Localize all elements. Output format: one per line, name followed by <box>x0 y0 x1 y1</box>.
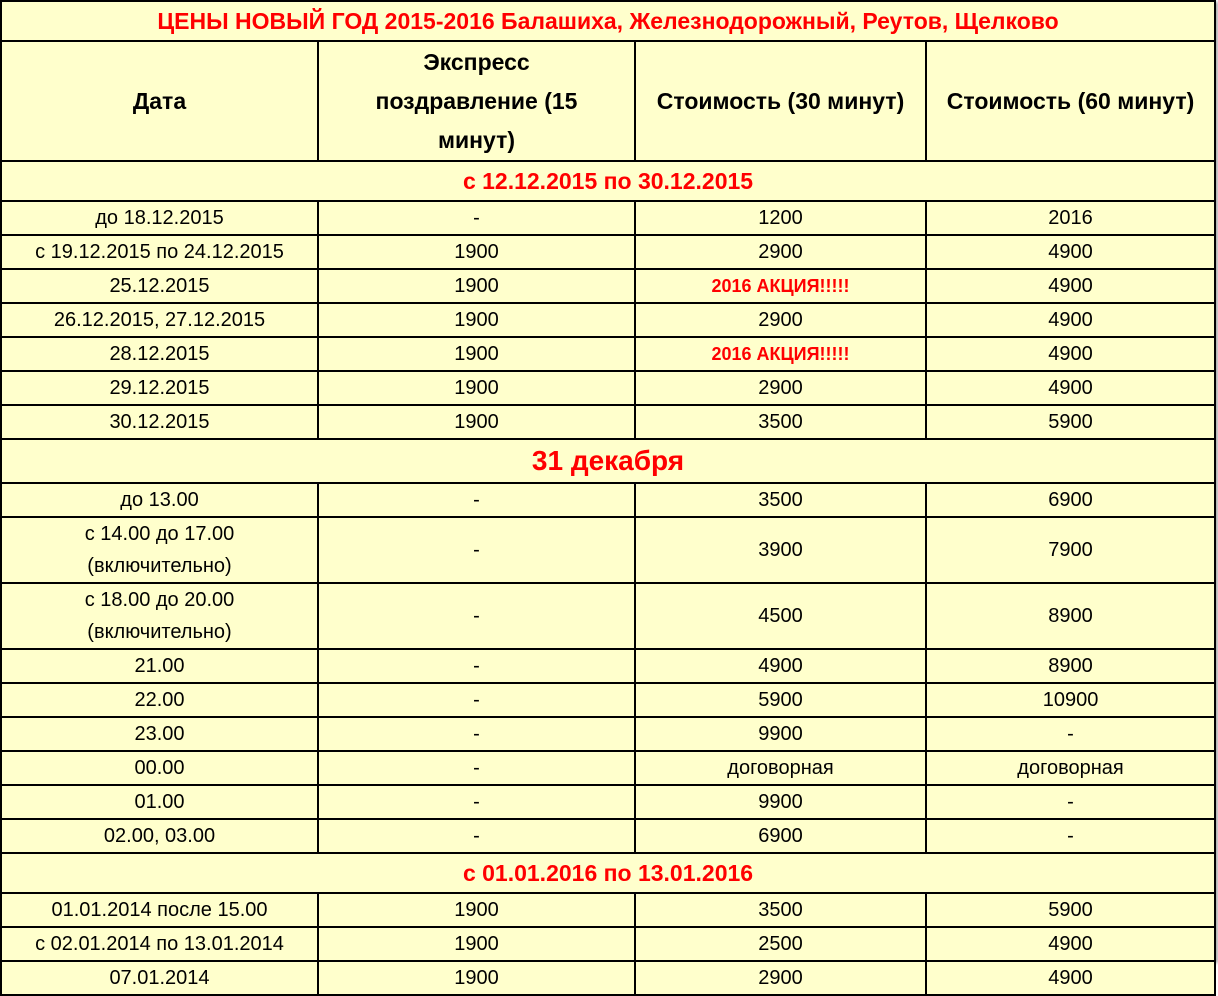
cell-date: с 19.12.2015 по 24.12.2015 <box>1 235 318 269</box>
cell-cost-60: 10900 <box>926 683 1215 717</box>
cell-date: 21.00 <box>1 649 318 683</box>
table-row <box>1 717 1215 751</box>
table-row <box>1 337 1215 371</box>
cell-express: 1900 <box>318 961 635 995</box>
cell-express: 1900 <box>318 405 635 439</box>
cell-cost-60: 4900 <box>926 371 1215 405</box>
cell-cost-30: договорная <box>635 751 926 785</box>
header-date: Дата <box>1 41 318 161</box>
header-row <box>1 41 1215 161</box>
cell-express: 1900 <box>318 235 635 269</box>
cell-express: - <box>318 717 635 751</box>
cell-date: 30.12.2015 <box>1 405 318 439</box>
table-row <box>1 201 1215 235</box>
cell-express: 1900 <box>318 893 635 927</box>
section-title: с 12.12.2015 по 30.12.2015 <box>1 161 1215 201</box>
table-title: ЦЕНЫ НОВЫЙ ГОД 2015-2016 Балашиха, Железнодорожный, Реутов, Щелково <box>1 1 1215 41</box>
cell-date: 07.01.2014 <box>1 961 318 995</box>
cell-date: 28.12.2015 <box>1 337 318 371</box>
cell-cost-30: 2900 <box>635 303 926 337</box>
section-row <box>1 439 1215 483</box>
cell-cost-30: 3500 <box>635 405 926 439</box>
cell-cost-30: 6900 <box>635 819 926 853</box>
cell-date: с 02.01.2014 по 13.01.2014 <box>1 927 318 961</box>
cell-cost-60: 4900 <box>926 337 1215 371</box>
table-row <box>1 583 1215 649</box>
cell-date: 23.00 <box>1 717 318 751</box>
section-row <box>1 853 1215 893</box>
cell-cost-60: - <box>926 785 1215 819</box>
table-row <box>1 649 1215 683</box>
cell-cost-60: 2016 <box>926 201 1215 235</box>
cell-express: - <box>318 483 635 517</box>
table-row <box>1 751 1215 785</box>
table-row <box>1 819 1215 853</box>
cell-express: - <box>318 649 635 683</box>
cell-cost-60: 6900 <box>926 483 1215 517</box>
cell-cost-60: 8900 <box>926 649 1215 683</box>
cell-cost-30: 3500 <box>635 893 926 927</box>
cell-cost-30: 3500 <box>635 483 926 517</box>
header-cost-60: Стоимость (60 минут) <box>926 41 1215 161</box>
cell-cost-30: 2900 <box>635 961 926 995</box>
cell-date: 01.00 <box>1 785 318 819</box>
cell-express: - <box>318 751 635 785</box>
table-row <box>1 927 1215 961</box>
cell-cost-60: 4900 <box>926 269 1215 303</box>
cell-express: 1900 <box>318 269 635 303</box>
header-cost-30: Стоимость (30 минут) <box>635 41 926 161</box>
table-row <box>1 303 1215 337</box>
cell-cost-60: 5900 <box>926 405 1215 439</box>
cell-cost-60: 4900 <box>926 303 1215 337</box>
table-row <box>1 961 1215 995</box>
cell-cost-60: 7900 <box>926 517 1215 583</box>
cell-date: до 18.12.2015 <box>1 201 318 235</box>
cell-express: 1900 <box>318 337 635 371</box>
table-row <box>1 235 1215 269</box>
cell-express: - <box>318 683 635 717</box>
cell-express: - <box>318 201 635 235</box>
cell-date: 29.12.2015 <box>1 371 318 405</box>
title-row <box>1 1 1215 41</box>
cell-cost-30: 1200 <box>635 201 926 235</box>
cell-cost-30: 2500 <box>635 927 926 961</box>
cell-cost-60: 4900 <box>926 927 1215 961</box>
cell-cost-60: 4900 <box>926 961 1215 995</box>
table-row <box>1 517 1215 583</box>
cell-cost-60: 8900 <box>926 583 1215 649</box>
cell-express: 1900 <box>318 303 635 337</box>
cell-date: до 13.00 <box>1 483 318 517</box>
table-row <box>1 269 1215 303</box>
table-row <box>1 405 1215 439</box>
cell-cost-30: 9900 <box>635 785 926 819</box>
cell-express: - <box>318 517 635 583</box>
cell-cost-30: 2900 <box>635 371 926 405</box>
cell-date: 26.12.2015, 27.12.2015 <box>1 303 318 337</box>
section-title: 31 декабря <box>1 439 1215 483</box>
cell-express: - <box>318 583 635 649</box>
cell-cost-30: 4900 <box>635 649 926 683</box>
cell-date: 01.01.2014 после 15.00 <box>1 893 318 927</box>
cell-cost-30: 2900 <box>635 235 926 269</box>
table-row <box>1 683 1215 717</box>
cell-date: 02.00, 03.00 <box>1 819 318 853</box>
cell-date: с 14.00 до 17.00 (включительно) <box>1 517 318 583</box>
cell-express: 1900 <box>318 927 635 961</box>
cell-cost-30: 3900 <box>635 517 926 583</box>
cell-cost-30-promo: 2016 АКЦИЯ!!!!! <box>635 337 926 371</box>
cell-cost-30: 4500 <box>635 583 926 649</box>
table-row <box>1 785 1215 819</box>
cell-cost-30-promo: 2016 АКЦИЯ!!!!! <box>635 269 926 303</box>
cell-express: - <box>318 819 635 853</box>
header-express: Экспресс поздравление (15 минут) <box>318 41 635 161</box>
cell-cost-60: договорная <box>926 751 1215 785</box>
cell-date: 00.00 <box>1 751 318 785</box>
cell-express: 1900 <box>318 371 635 405</box>
section-title: с 01.01.2016 по 13.01.2016 <box>1 853 1215 893</box>
cell-cost-60: - <box>926 819 1215 853</box>
section-row <box>1 161 1215 201</box>
table-row <box>1 371 1215 405</box>
cell-cost-30: 9900 <box>635 717 926 751</box>
cell-date: 22.00 <box>1 683 318 717</box>
cell-cost-60: 5900 <box>926 893 1215 927</box>
table-row <box>1 483 1215 517</box>
table-row <box>1 893 1215 927</box>
cell-date: 25.12.2015 <box>1 269 318 303</box>
cell-cost-60: - <box>926 717 1215 751</box>
cell-cost-60: 4900 <box>926 235 1215 269</box>
cell-express: - <box>318 785 635 819</box>
cell-cost-30: 5900 <box>635 683 926 717</box>
cell-date: с 18.00 до 20.00 (включительно) <box>1 583 318 649</box>
